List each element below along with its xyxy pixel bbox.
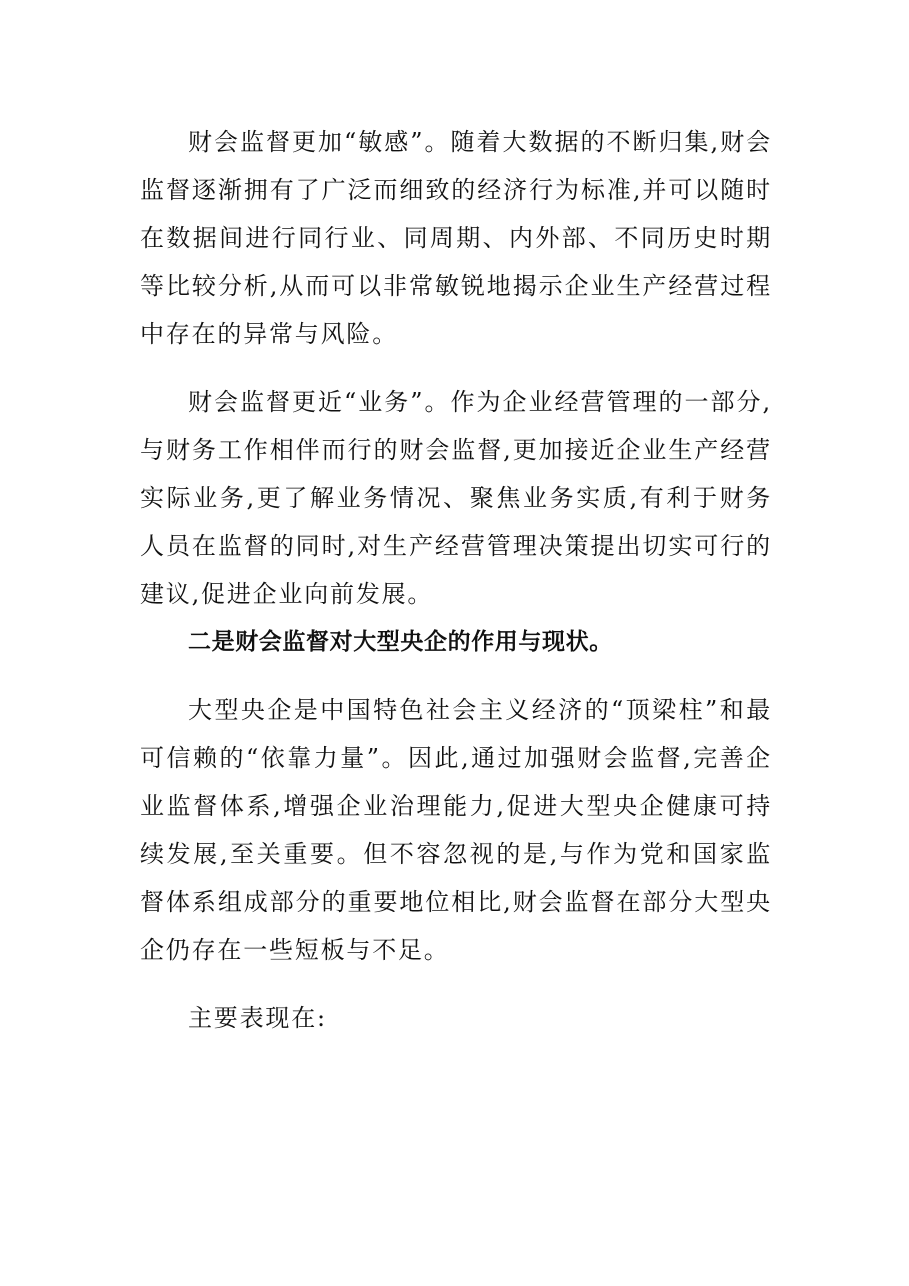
paragraph-business: 财会监督更近“业务”。作为企业经营管理的一部分,与财务工作相伴而行的财会监督,更加接近企业生产经营实际业务,更了解业务情况、聚焦业务实质,有利于财务人员在监督的同时,对生产经营管理决策提出切实可行的建议,促进企业向前发展。 xyxy=(140,388,772,608)
paragraph-sensitive: 财会监督更加“敏感”。随着大数据的不断归集,财会监督逐渐拥有了广泛而细致的经济行为标准,并可以随时在数据间进行同行业、同周期、内外部、不同历史时期等比较分析,从而可以非常敏锐地揭示企业生产经营过程中存在的异常与风险。 xyxy=(140,128,772,348)
document-body xyxy=(140,118,772,1042)
paragraph-central-enterprises: 大型央企是中国特色社会主义经济的“顶梁柱”和最可信赖的“依靠力量”。因此,通过加强财会监督,完善企业监督体系,增强企业治理能力,促进大型央企健康可持续发展,至关重要。但不容忽视的是,与作为党和国家监督体系组成部分的重要地位相比,财会监督在部分大型央企仍存在一些短板与不足。 xyxy=(140,696,772,964)
paragraph-main-manifestations: 主要表现在: xyxy=(188,1004,327,1032)
section-heading: 二是财会监督对大型央企的作用与现状。 xyxy=(188,629,613,655)
